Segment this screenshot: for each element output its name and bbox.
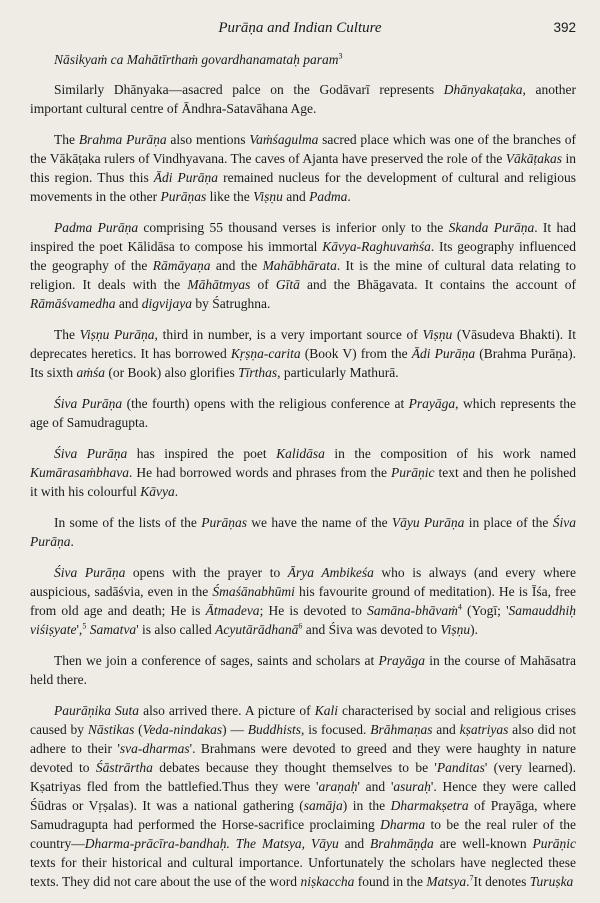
italic-term: niṣkaccha [300, 874, 355, 889]
italic-term: Rāmāyaṇa [152, 258, 211, 273]
text-run: ' (very learned). Kṣatriyas fled from the battlefied.Thus they were ' [30, 760, 576, 794]
italic-term: Purāṇas [160, 189, 207, 204]
italic-term: Prayāga [408, 396, 456, 411]
paragraph [30, 80, 576, 118]
text-run: sacred place which was one of the branches of the Vākāṭaka rulers of Vindhyavana. The caves of Ajanta have preserved the role of the [30, 132, 577, 166]
text-run: also mentions [166, 132, 250, 147]
italic-term: Kṛṣṇa-carita [230, 346, 301, 361]
italic-term: Brahma Purāṇa [78, 132, 167, 147]
text-run: also did not adhere to their ' [30, 722, 576, 756]
text-run: and the [210, 258, 263, 273]
italic-term: Śiva Purāṇa [54, 396, 123, 411]
footnote-ref: 6 [298, 621, 303, 631]
italic-term: Śiva Purāṇa [30, 515, 576, 549]
italic-term: Purāṇic [532, 836, 577, 851]
italic-term: Buddhists [247, 722, 302, 737]
text-run: and [282, 189, 310, 204]
italic-term: Prayāga [378, 653, 426, 668]
text-run: has inspired the poet [127, 446, 277, 461]
text-run: (Brahma Purāṇa). Its sixth [30, 346, 576, 380]
italic-term: Śiva Purāṇa [54, 446, 128, 461]
italic-term: Māhātmyas [187, 277, 251, 292]
text-run: by Śatrughna. [191, 296, 271, 311]
text-run: . He had borrowed words and phrases from the [129, 465, 392, 480]
italic-term: Kali [314, 703, 338, 718]
italic-term: sva-dharmas [119, 741, 190, 756]
italic-term: Śāstrārtha [95, 760, 153, 775]
text-run: The [54, 132, 79, 147]
text-run: opens with the prayer to [125, 565, 288, 580]
text-run: ). [470, 622, 478, 637]
italic-term: Padma Purāṇa [54, 220, 139, 235]
paragraph [30, 130, 576, 206]
italic-term: Kāvya [140, 484, 175, 499]
italic-term: Viṣṇu [253, 189, 283, 204]
page-number: 392 [553, 20, 576, 35]
italic-term: Dharma [380, 817, 426, 832]
footnote-ref: 7 [469, 873, 474, 883]
italic-term: Dhānyakaṭaka [443, 82, 523, 97]
text-run: comprising 55 thousand verses is inferior only to the [138, 220, 449, 235]
body-text [30, 50, 576, 903]
italic-term: digvijaya [141, 296, 192, 311]
text-run: in the course of Mahāsatra held there. [30, 653, 576, 687]
italic-term: Ādi Purāṇa [153, 170, 219, 185]
italic-term: asuraḥ [393, 779, 431, 794]
italic-term: Samauddhiḥ viśiṣyate [30, 603, 577, 637]
text-run: , which represents the age of Samudragupta. [30, 396, 576, 430]
italic-term: Kalidāsa [276, 446, 325, 461]
text-run: in place of the [464, 515, 553, 530]
text-run: . [70, 534, 74, 549]
text-run: and [338, 836, 371, 851]
text-run: (Yogī; ' [461, 603, 509, 618]
italic-term: Panditas [436, 760, 485, 775]
text-run: ) — [222, 722, 248, 737]
text-run: to be the real ruler of the country— [30, 817, 576, 851]
italic-term: Purāṇas [201, 515, 247, 530]
text-run: . [466, 874, 470, 889]
text-run: (Book V) from the [300, 346, 412, 361]
italic-term: Turuṣka [529, 874, 574, 889]
text-run: , particularly Mathurā. [277, 365, 399, 380]
paragraph [30, 563, 576, 639]
italic-term: aṁśa [76, 365, 106, 380]
text-run: who is always (and every where auspicious, sadāśvia, even in the [30, 565, 577, 599]
italic-term: Viṣṇu [440, 622, 471, 637]
text-run: (the fourth) opens with the religious conference at [122, 396, 409, 411]
paragraph [30, 50, 576, 69]
footnote-ref: 3 [338, 51, 343, 61]
text-run: like the [206, 189, 254, 204]
italic-term: Padma [309, 189, 348, 204]
text-run: . [174, 484, 179, 499]
text-run: remained nucleus for the development of cultural and religious movements in the other [30, 170, 576, 204]
text-run: . It is the mine of cultural data relating to religion. It deals with the [30, 258, 576, 292]
text-run: . [347, 189, 351, 204]
text-run: debates because they thought themselves to be ' [152, 760, 437, 775]
text-run: ', [76, 622, 83, 637]
italic-term: Ārya Ambikeśa [287, 565, 374, 580]
text-run: characterised by social and religious crises caused by [30, 703, 576, 737]
italic-term: Samatva [89, 622, 137, 637]
italic-term: Śiva Purāṇa [54, 565, 126, 580]
italic-term: Mahābhārata [262, 258, 337, 273]
text-run: in the composition of his work named [324, 446, 576, 461]
text-run: ' and ' [357, 779, 394, 794]
italic-term: Vāyu Purāṇa [391, 515, 465, 530]
italic-term: Kāvya-Raghuvaṁśa [322, 239, 431, 254]
text-run: text and then he polished it with his colourful [30, 465, 576, 499]
text-run: found in the [354, 874, 427, 889]
text-run: and Śiva was devoted to [302, 622, 441, 637]
italic-term: Vākāṭakas [505, 151, 563, 166]
italic-term: Vaṁśagulma [249, 132, 319, 147]
text-run: also arrived there. A picture of [139, 703, 315, 718]
paragraph [30, 394, 576, 432]
italic-term: Skanda Purāṇa [448, 220, 535, 235]
italic-term: Viṣṇu [422, 327, 453, 342]
italic-term: Dharma-prācīra-bandhaḥ. The Matsya, Vāyu [84, 836, 339, 851]
text-run: , third in number, is a very important source of [154, 327, 423, 342]
text-run: ) in the [342, 798, 391, 813]
italic-term: Dharmakṣetra [390, 798, 469, 813]
italic-term: Acyutārādhanā [215, 622, 299, 637]
paragraph [30, 444, 576, 501]
paragraph [30, 218, 576, 313]
text-run: of [250, 277, 276, 292]
italic-term: Brahmāṇḍa [370, 836, 434, 851]
italic-term: Gītā [275, 277, 300, 292]
paragraph [30, 513, 576, 551]
text-run: in this region. Thus this [30, 151, 576, 185]
italic-term: kṣatriyas [459, 722, 509, 737]
italic-term: samāja [303, 798, 343, 813]
text-run: are well-known [433, 836, 533, 851]
text-run: (or Book) also glorifies [105, 365, 239, 380]
text-run: Similarly Dhānyaka—asacred palce on the Godāvarī represents [54, 82, 444, 97]
text-run: It denotes [473, 874, 530, 889]
text-run: . It had inspired the poet Kālidāsa to compose his immortal [30, 220, 576, 254]
text-run: his favourite ground of meditation). He is Īśa, free from old age and death; He is [30, 584, 576, 618]
italic-term: araṇaḥ [318, 779, 358, 794]
text-run: texts for their historical and cultural importance. Unfortunately the scholars have neglected these texts. They did not care about the use of the word [30, 855, 576, 889]
text-run: The [54, 327, 80, 342]
italic-term: Veda-nindakas [142, 722, 223, 737]
footnote-ref: 4 [457, 602, 462, 612]
italic-term: Kumārasaṁbhava [30, 465, 130, 480]
running-title: Purāṇa and Indian Culture [218, 20, 382, 36]
italic-term: Viṣṇu Purāṇa [79, 327, 155, 342]
italic-term: Ātmadeva [205, 603, 260, 618]
text-run: '. Hence they were called Śūdras or Vṛṣalas). It was a national gathering ( [30, 779, 576, 813]
text-run: ' is also called [136, 622, 216, 637]
text-run: , another important cultural centre of Āndhra-Satavāhana Age. [30, 82, 576, 116]
text-run: ; He is devoted to [259, 603, 368, 618]
italic-term: Purāṇic [391, 465, 435, 480]
text-run: of Prayāga, where Samudragupta had performed the Horse-sacrifice proclaiming [30, 798, 576, 832]
text-run: ( [134, 722, 143, 737]
italic-term: Samāna-bhāvaṁ [367, 603, 458, 618]
italic-term: Paurāṇika Suta [54, 703, 140, 718]
paragraph [30, 701, 576, 891]
footnote-ref: 5 [82, 621, 87, 631]
italic-term: Brāhmaṇas [370, 722, 433, 737]
italic-term: Śmaśānabhūmi [212, 584, 295, 599]
italic-term: Nāstikas [87, 722, 135, 737]
text-run: In some of the lists of the [54, 515, 202, 530]
italic-term: Matsya [426, 874, 467, 889]
italic-term: Rāmāśvamedha [30, 296, 116, 311]
text-run: we have the name of the [246, 515, 392, 530]
text-run: and [432, 722, 460, 737]
text-run: Then we join a conference of sages, saints and scholars at [54, 653, 379, 668]
text-run: , is focused. [301, 722, 371, 737]
italic-term: Nāsikyaṁ ca Mahātīrthaṁ govardhanamataḥ param [54, 52, 339, 67]
paragraph [30, 325, 576, 382]
italic-term: Tīrthas [238, 365, 278, 380]
italic-term: Ādi Purāṇa [411, 346, 476, 361]
text-run: and [115, 296, 142, 311]
paragraph [30, 651, 576, 689]
text-run: (Vāsudeva Bhakti). It deprecates heretics. It has borrowed [30, 327, 576, 361]
text-run: . Its geography influenced the geography of the [30, 239, 576, 273]
text-run: '. Brahmans were devoted to greed and they were haughty in nature devoted to [30, 741, 576, 775]
text-run: and the Bhāgavata. It contains the account of [299, 277, 576, 292]
